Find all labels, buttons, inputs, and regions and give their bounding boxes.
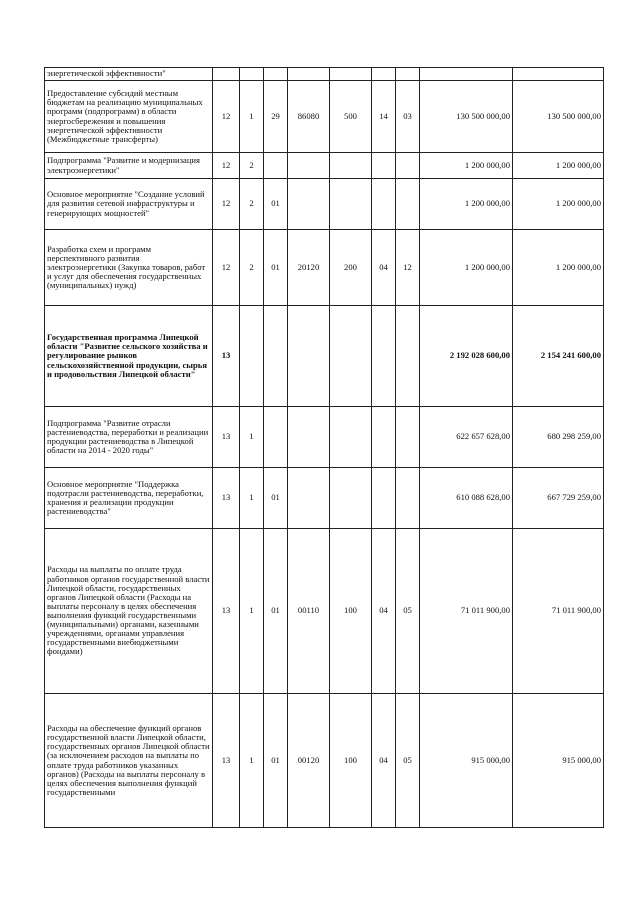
code-dir-cell: 20120	[288, 230, 330, 306]
table-row	[45, 179, 604, 230]
table-row	[45, 81, 604, 153]
amount-year1-cell: 71 011 900,00	[420, 529, 513, 694]
code-pr-cell	[396, 68, 420, 81]
code-gp-cell: 13	[213, 306, 240, 407]
row-name-cell: Расходы на выплаты по оплате труда работников органов государственной власти Липецкой области, государственных органов Липецкой области (Расходы на выплаты персоналу в целях обеспечения выполнения функций государственными (муниципальными) органами, казенными учреждениями, органами управления государственными внебюджетными фондами)	[45, 529, 213, 694]
code-vr-cell	[330, 68, 372, 81]
amount-year2-cell: 2 154 241 600,00	[513, 306, 604, 407]
code-rz-cell	[372, 407, 396, 468]
code-gp-cell: 13	[213, 694, 240, 828]
amount-year2-cell: 1 200 000,00	[513, 230, 604, 306]
table-row	[45, 153, 604, 179]
code-pr-cell: 03	[396, 81, 420, 153]
code-sub-cell: 1	[240, 529, 264, 694]
code-main-cell: 01	[264, 468, 288, 529]
code-dir-cell	[288, 407, 330, 468]
code-pr-cell	[396, 179, 420, 230]
row-name-cell: Расходы на обеспечение функций органов государственной власти Липецкой области, государственных органов Липецкой области (за исключением расходов на выплаты по оплате труда работников указанных органов) (Расходы на выплаты персоналу в целях обеспечения выполнения функций государственными	[45, 694, 213, 828]
code-gp-cell	[213, 68, 240, 81]
amount-year2-cell: 1 200 000,00	[513, 153, 604, 179]
code-sub-cell: 1	[240, 81, 264, 153]
code-vr-cell: 200	[330, 230, 372, 306]
code-sub-cell	[240, 306, 264, 407]
code-rz-cell: 04	[372, 529, 396, 694]
amount-year1-cell: 610 088 628,00	[420, 468, 513, 529]
code-gp-cell: 13	[213, 468, 240, 529]
amount-year2-cell: 1 200 000,00	[513, 179, 604, 230]
code-main-cell: 01	[264, 230, 288, 306]
row-name-cell: Государственная программа Липецкой области "Развитие сельского хозяйства и регулирование рынков сельскохозяйственной продукции, сырья и продовольствия Липецкой области"	[45, 306, 213, 407]
code-dir-cell	[288, 153, 330, 179]
code-main-cell: 01	[264, 529, 288, 694]
code-main-cell	[264, 306, 288, 407]
row-name-cell: Подпрограмма "Развитие и модернизация электроэнергетики"	[45, 153, 213, 179]
code-rz-cell	[372, 468, 396, 529]
code-dir-cell	[288, 68, 330, 81]
code-vr-cell	[330, 306, 372, 407]
code-vr-cell: 100	[330, 694, 372, 828]
table-row	[45, 68, 604, 81]
row-name-cell: энергетической эффективности"	[45, 68, 213, 81]
code-vr-cell	[330, 153, 372, 179]
code-pr-cell	[396, 306, 420, 407]
code-rz-cell	[372, 68, 396, 81]
code-rz-cell	[372, 306, 396, 407]
code-dir-cell	[288, 306, 330, 407]
table-row	[45, 306, 604, 407]
code-rz-cell: 14	[372, 81, 396, 153]
code-gp-cell: 12	[213, 179, 240, 230]
code-main-cell: 01	[264, 179, 288, 230]
code-sub-cell: 2	[240, 230, 264, 306]
code-main-cell: 01	[264, 694, 288, 828]
code-vr-cell	[330, 468, 372, 529]
code-pr-cell: 12	[396, 230, 420, 306]
code-gp-cell: 12	[213, 153, 240, 179]
table-row	[45, 694, 604, 828]
code-sub-cell: 1	[240, 407, 264, 468]
code-sub-cell: 1	[240, 694, 264, 828]
row-name-cell: Основное мероприятие "Создание условий для развития сетевой инфраструктуры и генерирующих мощностей"	[45, 179, 213, 230]
code-sub-cell: 1	[240, 468, 264, 529]
code-rz-cell	[372, 153, 396, 179]
table-row	[45, 529, 604, 694]
amount-year1-cell	[420, 68, 513, 81]
code-dir-cell: 86080	[288, 81, 330, 153]
code-vr-cell	[330, 407, 372, 468]
table-row	[45, 468, 604, 529]
code-gp-cell: 12	[213, 230, 240, 306]
code-main-cell	[264, 68, 288, 81]
row-name-cell: Предоставление субсидий местным бюджетам на реализацию муниципальных программ (подпрограмм) в области энергосбережения и повышения энергетической эффективности (Межбюджетные трансферты)	[45, 81, 213, 153]
amount-year1-cell: 1 200 000,00	[420, 179, 513, 230]
amount-year2-cell: 680 298 259,00	[513, 407, 604, 468]
code-pr-cell: 05	[396, 529, 420, 694]
code-main-cell	[264, 153, 288, 179]
code-vr-cell	[330, 179, 372, 230]
amount-year2-cell: 130 500 000,00	[513, 81, 604, 153]
code-dir-cell: 00110	[288, 529, 330, 694]
code-rz-cell	[372, 179, 396, 230]
code-gp-cell: 13	[213, 529, 240, 694]
code-sub-cell	[240, 68, 264, 81]
code-pr-cell	[396, 468, 420, 529]
amount-year1-cell: 2 192 028 600,00	[420, 306, 513, 407]
code-gp-cell: 13	[213, 407, 240, 468]
code-gp-cell: 12	[213, 81, 240, 153]
code-dir-cell	[288, 179, 330, 230]
amount-year1-cell: 1 200 000,00	[420, 153, 513, 179]
amount-year1-cell: 130 500 000,00	[420, 81, 513, 153]
code-vr-cell: 100	[330, 529, 372, 694]
code-pr-cell	[396, 407, 420, 468]
code-pr-cell: 05	[396, 694, 420, 828]
code-vr-cell: 500	[330, 81, 372, 153]
amount-year2-cell: 667 729 259,00	[513, 468, 604, 529]
code-dir-cell: 00120	[288, 694, 330, 828]
table-row	[45, 407, 604, 468]
amount-year2-cell: 71 011 900,00	[513, 529, 604, 694]
row-name-cell: Основное мероприятие "Поддержка подотрасли растениеводства, переработки, хранения и реализации продукции растениеводства"	[45, 468, 213, 529]
code-pr-cell	[396, 153, 420, 179]
code-rz-cell: 04	[372, 230, 396, 306]
code-rz-cell: 04	[372, 694, 396, 828]
code-main-cell	[264, 407, 288, 468]
code-sub-cell: 2	[240, 153, 264, 179]
code-dir-cell	[288, 468, 330, 529]
amount-year1-cell: 622 657 628,00	[420, 407, 513, 468]
table-row	[45, 230, 604, 306]
amount-year1-cell: 915 000,00	[420, 694, 513, 828]
row-name-cell: Подпрограмма "Развитие отрасли растениеводства, переработки и реализации продукции растениеводства в Липецкой области на 2014 - 2020 годы"	[45, 407, 213, 468]
row-name-cell: Разработка схем и программ перспективного развития электроэнергетики (Закупка товаров, работ и услуг для обеспечения государственных (муниципальных) нужд)	[45, 230, 213, 306]
budget-table	[44, 67, 604, 828]
table-body	[45, 68, 604, 828]
amount-year1-cell: 1 200 000,00	[420, 230, 513, 306]
code-sub-cell: 2	[240, 179, 264, 230]
amount-year2-cell	[513, 68, 604, 81]
code-main-cell: 29	[264, 81, 288, 153]
amount-year2-cell: 915 000,00	[513, 694, 604, 828]
